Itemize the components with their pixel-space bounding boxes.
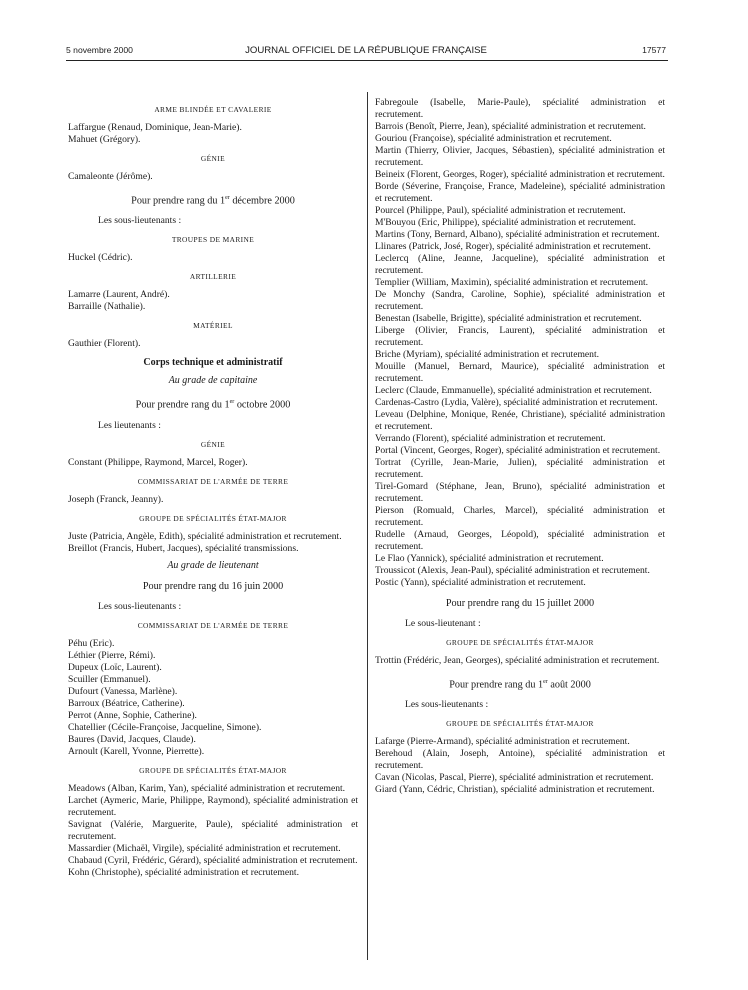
rank-date-line: Pour prendre rang du 1er décembre 2000 — [131, 195, 295, 207]
grade-heading: Au grade de lieutenant — [167, 559, 259, 571]
entry: Tortrat (Cyrille, Jean-Marie, Julien), spécialité administration et recrutement. — [375, 457, 665, 480]
rank-label: Le sous-lieutenant : — [405, 618, 481, 629]
entry: Barrois (Benoît, Pierre, Jean), spécialité administration et recrutement. — [375, 121, 646, 132]
entry: Leclercq (Aline, Jeanne, Jacqueline), spécialité administration et recrutement. — [375, 253, 665, 276]
entry: Kohn (Christophe), spécialité administration et recrutement. — [68, 866, 299, 878]
entry: Gauthier (Florent). — [68, 338, 141, 350]
right-column — [375, 97, 665, 796]
entry: Tirel-Gomard (Stéphane, Jean, Bruno), spécialité administration et recrutement. — [375, 481, 665, 504]
page-header — [66, 45, 666, 59]
entry: Beineix (Florent, Georges, Roger), spécialité administration et recrutement. — [375, 169, 665, 180]
entry: Cardenas-Castro (Lydia, Valère), spécialité administration et recrutement. — [375, 397, 658, 408]
entry: Trottin (Frédéric, Jean, Georges), spécialité administration et recrutement. — [375, 655, 660, 666]
entry: Lafarge (Pierre-Armand), spécialité administration et recrutement. — [375, 736, 630, 748]
entry: Gouriou (Françoise), spécialité administration et recrutement. — [375, 133, 612, 144]
section-heading: GROUPE DE SPÉCIALITÉS ÉTAT-MAJOR — [446, 719, 594, 729]
entry: Massardier (Michaël, Virgile), spécialité administration et recrutement. — [68, 842, 341, 854]
rank-date-line: Pour prendre rang du 16 juin 2000 — [142, 580, 284, 592]
entry: Briche (Myriam), spécialité administration et recrutement. — [375, 349, 600, 360]
entry: Juste (Patricia, Angèle, Edith), spécialité administration et recrutement. — [68, 530, 342, 542]
entry: Liberge (Olivier, Francis, Laurent), spécialité administration et recrutement. — [375, 325, 665, 348]
section-heading: COMMISSARIAT DE L'ARMÉE DE TERRE — [137, 620, 289, 630]
issue-date: 5 novembre 2000 — [66, 45, 133, 55]
entry: De Monchy (Sandra, Caroline, Sophie), spécialité administration et recrutement. — [375, 289, 665, 312]
section-heading: ARME BLINDÉE ET CAVALERIE — [154, 105, 272, 114]
entry: Mahuet (Grégory). — [68, 134, 141, 145]
entry: Rudelle (Arnaud, Georges, Léopold), spécialité administration et recrutement. — [375, 529, 665, 552]
rank-date-line: Pour prendre rang du 15 juillet 2000 — [445, 598, 595, 609]
entry: Constant (Philippe, Raymond, Marcel, Roger). — [68, 456, 248, 468]
entry: Templier (William, Maximin), spécialité administration et recrutement. — [375, 277, 649, 288]
section-heading: GROUPE DE SPÉCIALITÉS ÉTAT-MAJOR — [446, 638, 594, 647]
entry: Fabregoule (Isabelle, Marie-Paule), spécialité administration et recrutement. — [375, 97, 665, 120]
section-heading: GÉNIE — [200, 439, 226, 449]
entry: Larchet (Aymeric, Marie, Philippe, Raymond), spécialité administration et recrutement. — [68, 794, 358, 818]
section-heading: COMMISSARIAT DE L'ARMÉE DE TERRE — [137, 476, 289, 486]
entry: Leveau (Delphine, Monique, Renée, Christiane), spécialité administration et recrutement. — [375, 409, 665, 432]
entry: Pierson (Romuald, Charles, Marcel), spécialité administration et recrutement. — [375, 505, 665, 528]
rank-date-line: Pour prendre rang du 1er octobre 2000 — [135, 399, 291, 411]
entry: Péhu (Eric). — [68, 637, 115, 649]
entry: Llinares (Patrick, José, Roger), spécialité administration et recrutement. — [375, 241, 651, 252]
entry: Martin (Thierry, Olivier, Jacques, Sébastien), spécialité administration et recrutement. — [375, 145, 665, 168]
entry: Benestan (Isabelle, Brigitte), spécialité administration et recrutement. — [375, 313, 642, 324]
entry: Barraille (Nathalie). — [68, 301, 146, 313]
entry: Laffargue (Renaud, Dominique, Jean-Marie). — [68, 122, 242, 133]
rank-date-line: Pour prendre rang du 1er août 2000 — [449, 679, 591, 691]
entry: Verrando (Florent), spécialité administration et recrutement. — [375, 433, 606, 444]
entry: Giard (Yann, Cédric, Christian), spécialité administration et recrutement. — [375, 784, 655, 796]
entry: Chabaud (Cyril, Frédéric, Gérard), spécialité administration et recrutement. — [68, 854, 358, 866]
entry: Portal (Vincent, Georges, Roger), spécialité administration et recrutement. — [375, 445, 661, 456]
grade-heading: Au grade de capitaine — [168, 375, 258, 387]
entry: Lamarre (Laurent, André). — [68, 289, 170, 301]
entry: M'Bouyou (Eric, Philippe), spécialité administration et recrutement. — [375, 217, 636, 228]
section-heading: TROUPES DE MARINE — [171, 235, 255, 245]
section-heading: GROUPE DE SPÉCIALITÉS ÉTAT-MAJOR — [139, 765, 287, 775]
entry: Barroux (Béatrice, Catherine). — [68, 697, 185, 709]
rank-label: Les lieutenants : — [98, 419, 161, 431]
entry: Leclerc (Claude, Emmanuelle), spécialité administration et recrutement. — [375, 385, 652, 396]
journal-title: JOURNAL OFFICIEL DE LA RÉPUBLIQUE FRANÇAISE — [245, 45, 487, 56]
section-heading: GÉNIE — [200, 154, 226, 163]
entry: Joseph (Franck, Jeanny). — [68, 493, 164, 505]
entry: Dupeux (Loïc, Laurent). — [68, 661, 162, 673]
left-column — [68, 97, 358, 879]
entry: Arnoult (Karell, Yvonne, Pierrette). — [68, 745, 205, 757]
rank-label: Les sous-lieutenants : — [405, 699, 489, 711]
entry: Meadows (Alban, Karim, Yan), spécialité administration et recrutement. — [68, 782, 346, 794]
column-divider — [367, 92, 368, 960]
entry: Léthier (Pierre, Rémi). — [68, 649, 156, 661]
rank-label: Les sous-lieutenants : — [98, 215, 182, 227]
section-heading: MATÉRIEL — [193, 321, 233, 331]
entry: Martins (Tony, Bernard, Albano), spécialité administration et recrutement. — [375, 229, 660, 240]
entry: Berehoud (Alain, Joseph, Antoine), spécialité administration et recrutement. — [375, 748, 665, 772]
entry: Huckel (Cédric). — [68, 252, 133, 264]
entry: Mouille (Manuel, Bernard, Maurice), spécialité administration et recrutement. — [375, 361, 665, 384]
entry: Perrot (Anne, Sophie, Catherine). — [68, 709, 197, 721]
entry: Pourcel (Philippe, Paul), spécialité administration et recrutement. — [375, 205, 626, 216]
section-heading: ARTILLERIE — [189, 272, 237, 282]
entry: Chatellier (Cécile-Françoise, Jacqueline, Simone). — [68, 721, 262, 733]
entry: Borde (Séverine, Françoise, France, Madeleine), spécialité administration et recrutement. — [375, 181, 665, 204]
entry: Cavan (Nicolas, Pascal, Pierre), spécialité administration et recrutement. — [375, 772, 654, 784]
entry: Scuiller (Emmanuel). — [68, 673, 151, 685]
entry: Camaleonte (Jérôme). — [68, 171, 153, 182]
entry: Baures (David, Jacques, Claude). — [68, 733, 196, 745]
entry: Breillot (Francis, Hubert, Jacques), spécialité transmissions. — [68, 542, 299, 554]
entry: Dufourt (Vanessa, Marlène). — [68, 685, 178, 697]
rank-label: Les sous-lieutenants : — [98, 600, 182, 612]
entry: Le Flao (Yannick), spécialité administration et recrutement. — [375, 553, 604, 564]
entry: Postic (Yann), spécialité administration et recrutement. — [375, 577, 586, 588]
corps-heading: Corps technique et administratif — [143, 357, 283, 369]
page-number: 17577 — [642, 45, 666, 55]
header-rule — [66, 60, 668, 61]
section-heading: GROUPE DE SPÉCIALITÉS ÉTAT-MAJOR — [139, 513, 287, 523]
entry: Troussicot (Alexis, Jean-Paul), spécialité administration et recrutement. — [375, 565, 650, 576]
entry: Savignat (Valérie, Marguerite, Paule), spécialité administration et recrutement. — [68, 818, 358, 842]
